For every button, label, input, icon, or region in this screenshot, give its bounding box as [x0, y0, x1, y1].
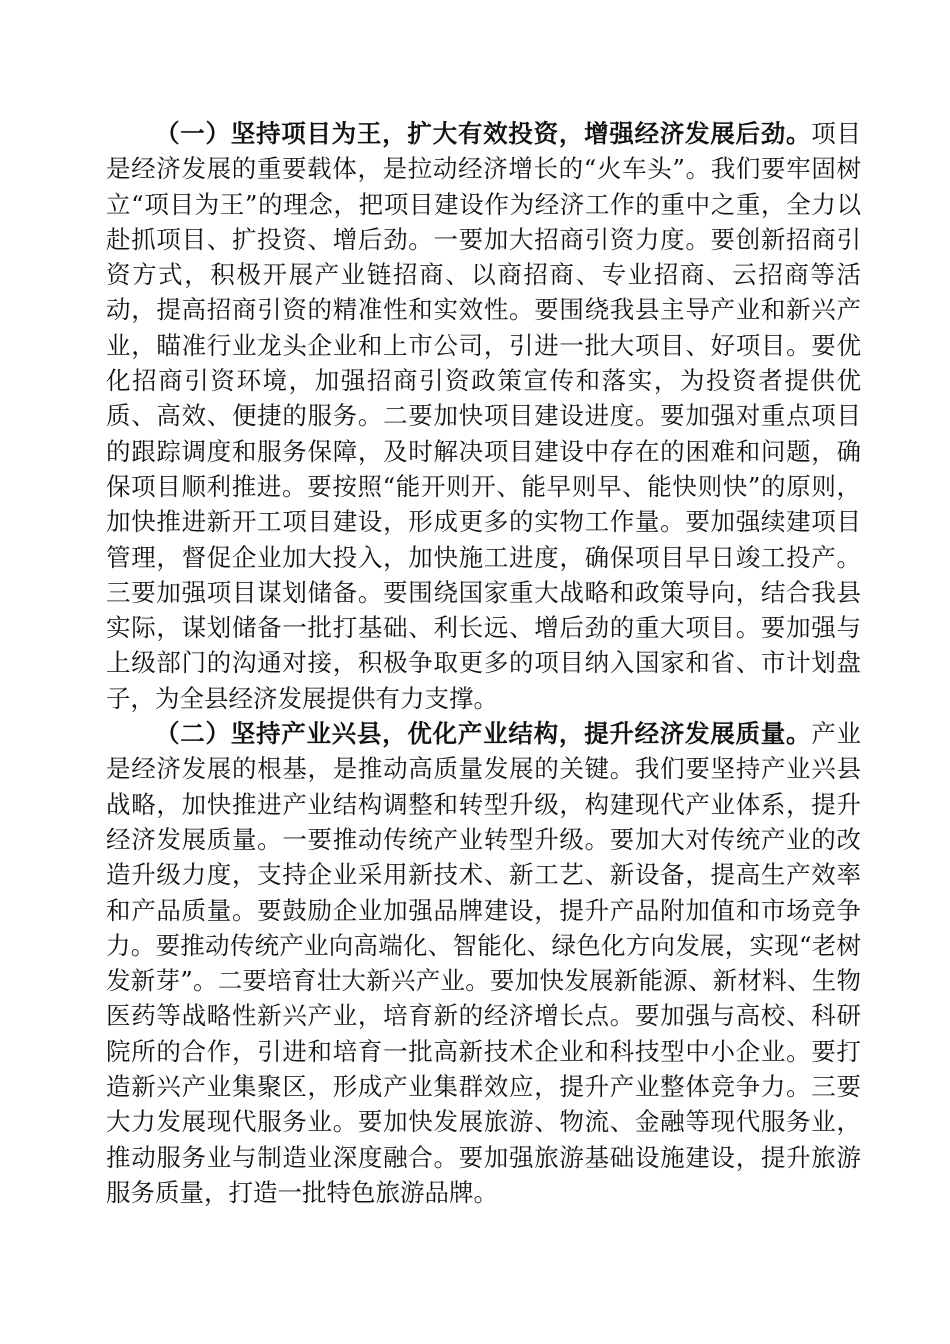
paragraph-heading: （一）坚持项目为王，扩大有效投资，增强经济发展后劲。 [155, 119, 812, 148]
paragraph-industry [106, 716, 861, 1210]
paragraph-projects [106, 116, 861, 716]
paragraph-body: 产业是经济发展的根基，是推动高质量发展的关键。我们要坚持产业兴县战略，加快推进产业结构调整和转型升级，构建现代产业体系，提升经济发展质量。一要推动传统产业转型升级。要加大对传统产业的改造升级力度，支持企业采用新技术、新工艺、新设备，提高生产效率和产品质量。要鼓励企业加强品牌建设，提升产品附加值和市场竞争力。要推动传统产业向高端化、智能化、绿色化方向发展，实现“老树发新芽”。二要培育壮大新兴产业。要加快发展新能源、新材料、生物医药等战略性新兴产业，培育新的经济增长点。要加强与高校、科研院所的合作，引进和培育一批高新技术企业和科技型中小企业。要打造新兴产业集聚区，形成产业集群效应，提升产业整体竞争力。三要大力发展现代服务业。要加快发展旅游、物流、金融等现代服务业，推动服务业与制造业深度融合。要加强旅游基础设施建设，提升旅游服务质量，打造一批特色旅游品牌。 [106, 719, 862, 1207]
paragraph-body: 项目是经济发展的重要载体，是拉动经济增长的“火车头”。我们要牢固树立“项目为王”的理念，把项目建设作为经济工作的重中之重，全力以赴抓项目、扩投资、增后劲。一要加大招商引资力度。要创新招商引资方式，积极开展产业链招商、以商招商、专业招商、云招商等活动，提高招商引资的精准性和实效性。要围绕我县主导产业和新兴产业，瞄准行业龙头企业和上市公司，引进一批大项目、好项目。要优化招商引资环境，加强招商引资政策宣传和落实，为投资者提供优质、高效、便捷的服务。二要加快项目建设进度。要加强对重点项目的跟踪调度和服务保障，及时解决项目建设中存在的困难和问题，确保项目顺利推进。要按照“能开则开、能早则早、能快则快”的原则，加快推进新开工项目建设，形成更多的实物工作量。要加强续建项目管理，督促企业加大投入，加快施工进度，确保项目早日竣工投产。三要加强项目谋划储备。要围绕国家重大战略和政策导向，结合我县实际，谋划储备一批打基础、利长远、增后劲的重大项目。要加强与上级部门的沟通对接，积极争取更多的项目纳入国家和省、市计划盘子，为全县经济发展提供有力支撑。 [106, 119, 862, 713]
document-page [106, 116, 861, 1210]
paragraph-heading: （二）坚持产业兴县，优化产业结构，提升经济发展质量。 [155, 719, 812, 749]
